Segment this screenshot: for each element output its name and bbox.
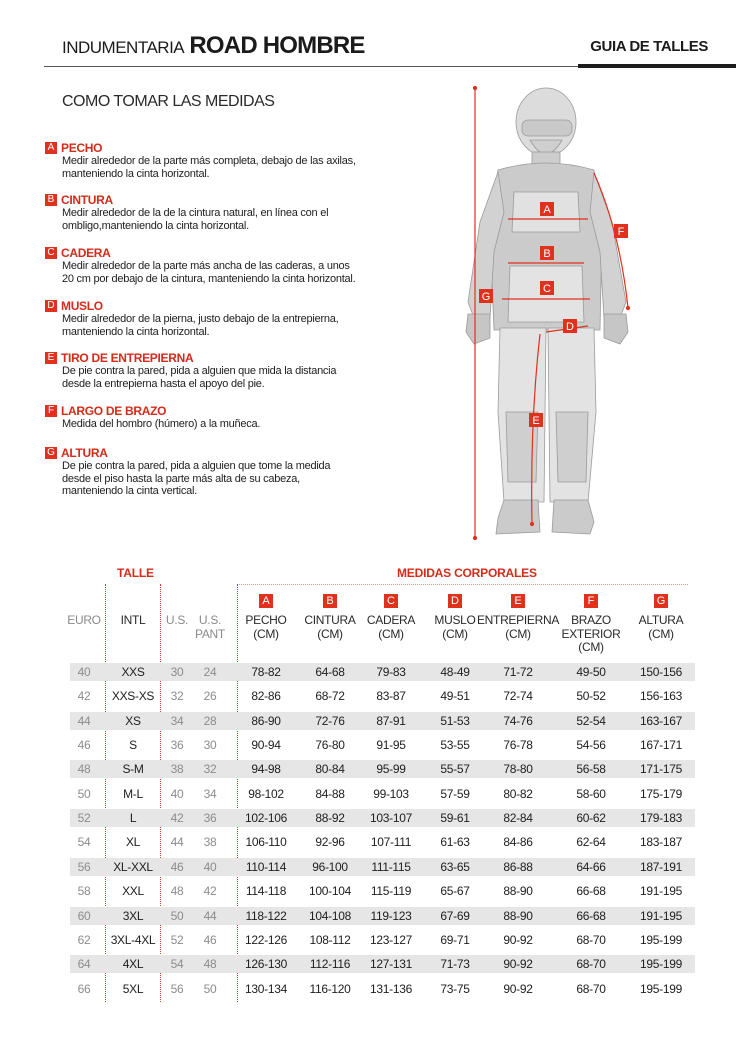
cell-cintura: 84-88 [315,787,345,801]
cell-cintura: 64-68 [315,665,345,679]
cell-muslo: 55-57 [440,762,470,776]
cell-pecho: 90-94 [251,738,281,752]
measurement-description-line: manteniendo la cinta vertical. [62,485,197,497]
cell-cintura: 92-96 [315,835,345,849]
measurement-description-line: Medida del hombro (húmero) a la muñeca. [62,418,261,430]
measurement-pecho [45,141,405,180]
column-header-line: U.S. [165,613,189,627]
measurement-tiro-de-entrepierna [45,351,405,390]
cell-cadera: 127-131 [370,957,412,971]
page-title-product: ROAD HOMBRE [189,32,365,59]
cell-cadera: 103-107 [370,811,412,825]
cell-us_pant: 44 [203,909,217,923]
figure-label-b: B [543,248,551,260]
cell-muslo: 65-67 [440,884,470,898]
column-header-line: (CM) [578,640,604,654]
cell-us: 38 [170,762,184,776]
measurement-label: CADERA [61,246,111,260]
cell-pecho: 86-90 [251,714,281,728]
table-row [70,858,695,876]
cell-euro: 46 [77,738,91,752]
measurement-letter-badge: F [45,405,57,417]
measurement-description-line: De pie contra la pared, pida a alguien que mida la distancia [62,365,337,377]
cell-brazo: 49-50 [576,665,606,679]
measurement-description-line: Medir alrededor de la de la cintura natural, en línea con el [62,207,329,219]
cell-us_pant: 24 [203,665,217,679]
cell-pecho: 130-134 [245,982,287,996]
cell-cintura: 112-116 [309,957,351,971]
cell-euro: 60 [77,909,91,923]
measurement-description-line: De pie contra la pared, pida a alguien que tome la medida [62,460,331,472]
cell-cintura: 96-100 [312,860,348,874]
cell-entrepierna: 90-92 [503,982,533,996]
cell-muslo: 48-49 [440,665,470,679]
cell-intl: S-M [122,762,144,776]
column-badge-d: D [448,594,462,608]
cell-altura: 195-199 [640,957,682,971]
cell-cintura: 68-72 [315,689,345,703]
cell-altura: 167-171 [640,738,682,752]
cell-cadera: 95-99 [376,762,406,776]
cell-cintura: 108-112 [309,933,351,947]
cell-us_pant: 38 [203,835,217,849]
cell-muslo: 57-59 [440,787,470,801]
header-divider-accent [578,64,736,68]
cell-muslo: 61-63 [440,835,470,849]
column-header-line: (CM) [505,626,531,641]
size-guide-label: GUIA DE TALLES [590,38,708,55]
measurement-label: ALTURA [61,446,108,460]
cell-us_pant: 40 [203,860,217,874]
cell-cadera: 111-115 [371,860,411,874]
figure-label-g: G [481,291,491,303]
measurement-label: CINTURA [61,193,113,207]
cell-muslo: 71-73 [440,957,470,971]
table-row [70,785,695,803]
cell-altura: 183-187 [640,835,682,849]
cell-pecho: 110-114 [245,860,287,874]
cell-intl: L [129,811,137,825]
cell-cadera: 115-119 [370,884,412,898]
cell-euro: 66 [77,982,91,996]
column-header-line: (CM) [378,626,404,641]
cell-cadera: 107-111 [370,835,412,849]
column-header-line: ALTURA [638,613,684,627]
cell-cadera: 83-87 [376,689,406,703]
measurement-description-line: desde la entrepierna hasta el apoyo del pie. [62,377,265,390]
cell-pecho: 106-110 [245,835,287,849]
measurement-largo-de-brazo [45,404,405,431]
cell-pecho: 126-130 [245,957,287,971]
measurement-description-line: Medir alrededor de la parte más ancha de las caderas, a unos [62,260,350,272]
cell-entrepierna: 72-74 [503,689,533,703]
column-header-line: (CM) [648,626,674,641]
cell-altura: 171-175 [640,762,682,776]
measurement-letter-badge: G [45,447,57,459]
table-row [70,931,695,949]
cell-intl: 4XL [122,957,144,971]
cell-cintura: 72-76 [315,714,345,728]
cell-us_pant: 42 [203,884,217,898]
cell-brazo: 60-62 [576,811,606,825]
column-header-line: INTL [120,613,146,627]
cell-euro: 44 [77,714,91,728]
column-badge-e: E [511,594,525,608]
measurement-cadera [45,246,405,285]
measurement-heading [45,246,405,260]
cell-altura: 179-183 [640,811,682,825]
cell-entrepierna: 90-92 [503,933,533,947]
cell-muslo: 63-65 [440,860,470,874]
measurement-cintura [45,193,405,232]
rider-illustration [460,82,640,544]
cell-us_pant: 34 [203,787,217,801]
cell-entrepierna: 74-76 [503,714,533,728]
cell-euro: 54 [77,835,91,849]
cell-muslo: 59-61 [440,811,470,825]
column-badge-b: B [323,594,337,608]
cell-pecho: 118-122 [245,909,287,923]
cell-us_pant: 30 [203,738,217,752]
cell-cadera: 131-136 [370,982,412,996]
medidas-group-border [237,584,688,585]
column-header-line: (CM) [253,626,279,641]
measurement-description-line: desde el piso hasta la parte más alta de su cabeza, [62,472,300,485]
cell-pecho: 94-98 [251,762,281,776]
table-row [70,663,695,681]
measurement-heading [45,193,405,207]
measurement-altura [45,446,405,498]
cell-brazo: 54-56 [576,738,606,752]
cell-pecho: 102-106 [245,811,287,825]
column-header-line: U.S. [198,613,222,627]
how-to-measure-title: COMO TOMAR LAS MEDIDAS [62,93,275,110]
measurement-letter-badge: C [45,247,57,259]
measurement-description-line: ombligo,manteniendo la cinta horizontal. [62,219,249,232]
cell-intl: 5XL [122,982,144,996]
cell-muslo: 73-75 [440,982,470,996]
cell-muslo: 69-71 [440,933,470,947]
cell-brazo: 52-54 [576,714,606,728]
cell-muslo: 49-51 [440,689,470,703]
table-row [70,760,695,778]
measurement-letter-badge: D [45,300,57,312]
measurement-letter-badge: A [45,142,57,154]
cell-us_pant: 46 [203,933,217,947]
cell-cintura: 88-92 [315,811,345,825]
cell-intl: S [129,738,137,752]
cell-euro: 50 [77,787,91,801]
cell-us_pant: 28 [203,714,217,728]
cell-us_pant: 32 [203,762,217,776]
measurement-label: LARGO DE BRAZO [61,404,167,418]
column-header-line: BRAZO [571,613,611,627]
measurement-label: TIRO DE ENTREPIERNA [61,351,194,365]
figure-label-c: C [543,283,551,295]
cell-us_pant: 36 [203,811,217,825]
column-badge-g: G [654,594,668,608]
cell-intl: 3XL [122,909,144,923]
measurement-label: PECHO [61,141,103,155]
cell-us: 36 [170,738,184,752]
cell-us: 34 [170,714,184,728]
column-header-line: EURO [67,613,101,627]
measurement-heading [45,141,405,155]
cell-us_pant: 26 [203,689,217,703]
cell-us: 32 [170,689,184,703]
table-row [70,736,695,754]
table-row [70,980,695,998]
cell-cintura: 76-80 [315,738,345,752]
cell-us_pant: 50 [203,982,217,996]
cell-us_pant: 48 [203,957,217,971]
measurement-letter-badge: B [45,194,57,206]
column-badge-c: C [384,594,398,608]
cell-cintura: 80-84 [315,762,345,776]
cell-us: 30 [170,665,184,679]
cell-us: 44 [170,835,184,849]
measurement-heading [45,446,405,460]
measurement-heading [45,299,405,313]
figure-label-e: E [532,415,540,427]
measurement-description-line: Medir alrededor de la parte más completa, debajo de las axilas, [62,155,356,167]
cell-cadera: 119-123 [370,909,412,923]
column-header-line: PANT [195,626,225,641]
measurement-description-line: Medir alrededor de la pierna, justo debajo de la entrepierna, [62,313,339,325]
cell-brazo: 62-64 [576,835,606,849]
cell-pecho: 82-86 [251,689,281,703]
cell-euro: 52 [77,811,91,825]
table-row [70,907,695,925]
cell-intl: XL-XXL [113,860,153,874]
measurement-description-line: 20 cm por debajo de la cintura, manteniendo la cinta horizontal. [62,272,356,285]
cell-us: 42 [170,811,184,825]
page-title [62,32,365,60]
cell-us: 40 [170,787,184,801]
column-header-line: (CM) [317,626,343,641]
cell-us: 56 [170,982,184,996]
cell-us: 48 [170,884,184,898]
cell-pecho: 98-102 [248,787,284,801]
cell-entrepierna: 80-82 [503,787,533,801]
cell-brazo: 64-66 [576,860,606,874]
rider-measurement-figure [460,82,640,544]
cell-euro: 64 [77,957,91,971]
cell-brazo: 68-70 [576,933,606,947]
cell-brazo: 66-68 [576,909,606,923]
talle-group-heading: TALLE [117,566,154,580]
cell-intl: M-L [123,787,143,801]
header-divider [44,66,580,67]
measurement-heading [45,404,405,418]
measurement-muslo [45,299,405,338]
cell-altura: 191-195 [640,884,682,898]
figure-label-f: F [617,226,625,238]
cell-altura: 187-191 [640,860,682,874]
cell-brazo: 68-70 [576,982,606,996]
table-row [70,687,695,705]
cell-intl: XXL [122,884,144,898]
cell-entrepierna: 86-88 [503,860,533,874]
cell-entrepierna: 71-72 [503,665,533,679]
cell-muslo: 53-55 [440,738,470,752]
cell-pecho: 78-82 [251,665,281,679]
page-title-category: INDUMENTARIA [62,38,185,57]
cell-brazo: 68-70 [576,957,606,971]
column-header-line: EXTERIOR [561,626,621,641]
cell-altura: 156-163 [640,689,682,703]
measurement-heading [45,351,405,365]
column-header-line: CINTURA [304,613,356,627]
cell-altura: 175-179 [640,787,682,801]
cell-euro: 40 [77,665,91,679]
cell-entrepierna: 90-92 [503,957,533,971]
cell-brazo: 50-52 [576,689,606,703]
cell-intl: XS [125,714,141,728]
cell-altura: 150-156 [640,665,682,679]
cell-altura: 163-167 [640,714,682,728]
cell-intl: XXS-XS [111,689,155,703]
cell-us: 50 [170,909,184,923]
cell-pecho: 114-118 [245,884,287,898]
measurement-label: MUSLO [61,299,103,313]
cell-cintura: 104-108 [309,909,351,923]
measurement-description-line: manteniendo la cinta horizontal. [62,325,210,338]
column-badge-a: A [259,594,273,608]
column-header-line: MUSLO [434,613,476,627]
cell-euro: 48 [77,762,91,776]
cell-cadera: 123-127 [370,933,412,947]
cell-entrepierna: 76-78 [503,738,533,752]
measurement-letter-badge: E [45,352,57,364]
cell-intl: XXS [121,665,145,679]
column-header-line: ENTREPIERNA [476,613,560,627]
cell-cadera: 91-95 [376,738,406,752]
cell-cintura: 116-120 [309,982,351,996]
cell-us: 54 [170,957,184,971]
column-header-altura [621,614,701,641]
cell-muslo: 67-69 [440,909,470,923]
cell-euro: 58 [77,884,91,898]
cell-muslo: 51-53 [440,714,470,728]
table-row [70,882,695,900]
cell-cintura: 100-104 [309,884,351,898]
cell-us: 46 [170,860,184,874]
cell-entrepierna: 88-90 [503,909,533,923]
cell-brazo: 56-58 [576,762,606,776]
cell-entrepierna: 82-84 [503,811,533,825]
cell-entrepierna: 78-80 [503,762,533,776]
table-row [70,712,695,730]
column-header-line: CADERA [366,613,416,627]
medidas-group-heading: MEDIDAS CORPORALES [397,566,537,580]
cell-euro: 62 [77,933,91,947]
cell-intl: XL [125,835,141,849]
cell-euro: 42 [77,689,91,703]
cell-brazo: 66-68 [576,884,606,898]
cell-pecho: 122-126 [245,933,287,947]
cell-altura: 191-195 [640,909,682,923]
cell-intl: 3XL-4XL [110,933,156,947]
cell-entrepierna: 88-90 [503,884,533,898]
cell-altura: 195-199 [640,982,682,996]
cell-us: 52 [170,933,184,947]
measurement-description-line: manteniendo la cinta horizontal. [62,167,210,180]
cell-cadera: 99-103 [373,787,409,801]
cell-cadera: 87-91 [376,714,406,728]
figure-label-a: A [543,204,551,216]
figure-label-d: D [566,321,574,333]
cell-brazo: 58-60 [576,787,606,801]
column-header-line: PECHO [245,613,287,627]
cell-cadera: 79-83 [376,665,406,679]
table-row [70,833,695,851]
table-row [70,955,695,973]
cell-entrepierna: 84-86 [503,835,533,849]
cell-altura: 195-199 [640,933,682,947]
table-row [70,809,695,827]
column-header-line: (CM) [442,626,468,641]
cell-euro: 56 [77,860,91,874]
column-badge-f: F [584,594,598,608]
